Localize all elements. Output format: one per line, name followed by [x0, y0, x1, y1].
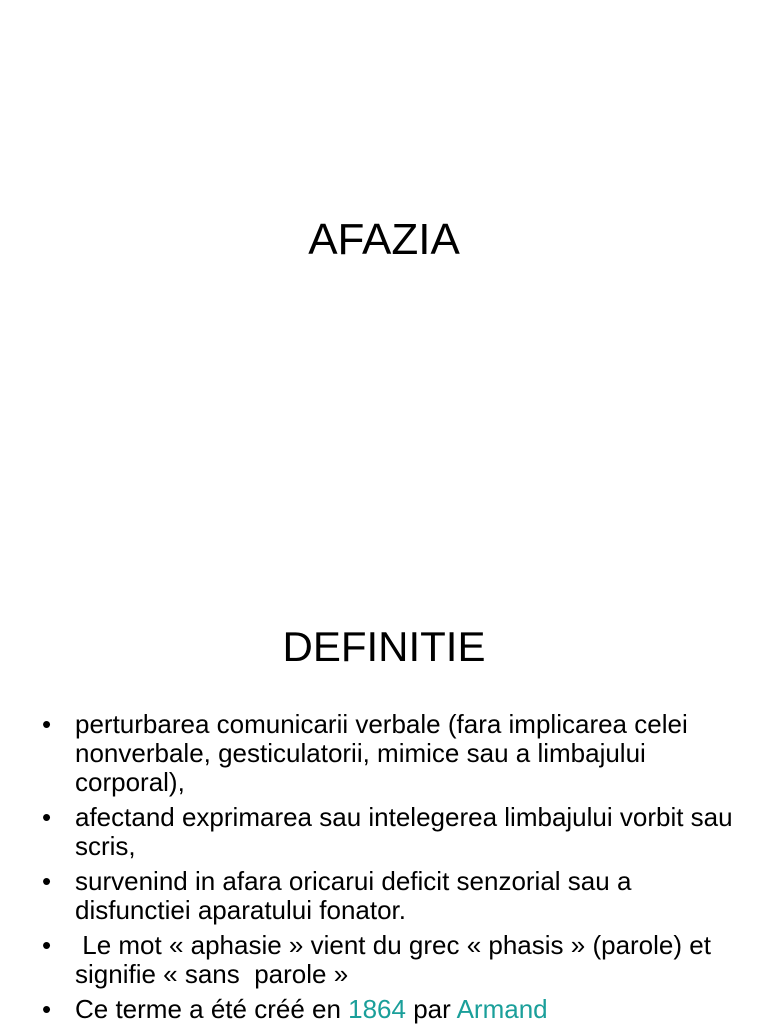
bullet-text: perturbarea comunicarii verbale (fara implicarea celei nonverbale, gesticulatorii, mimice sau a limbajului corporal), — [75, 709, 688, 797]
year-link[interactable]: 1864 — [348, 994, 406, 1024]
list-item — [40, 803, 740, 861]
author-link[interactable]: Armand — [456, 994, 548, 1024]
bullet-text: survenind in afara oricarui deficit senzorial sau a disfunctiei aparatului fonator. — [75, 866, 632, 925]
bullet-text-middle: par — [405, 994, 457, 1024]
bullet-text: Le mot « aphasie » vient du grec « phasis » (parole) et signifie « sans parole » — [75, 930, 719, 989]
bullet-text-start: Ce terme a été créé en — [75, 994, 349, 1024]
bullet-text — [75, 994, 548, 1024]
definition-bullet-list — [40, 710, 740, 1030]
list-item — [40, 995, 740, 1024]
bullet-text: afectand exprimarea sau intelegerea limbajului vorbit sau scris, — [75, 802, 733, 861]
section-title: DEFINITIE — [282, 623, 486, 670]
bullet-icon: • — [42, 866, 52, 896]
bullet-icon: • — [42, 994, 52, 1024]
list-item — [40, 931, 740, 989]
list-item — [40, 710, 740, 797]
bullet-icon: • — [42, 802, 52, 832]
bullet-icon: • — [42, 709, 52, 739]
list-item — [40, 867, 740, 925]
bullet-icon: • — [42, 930, 52, 960]
slide-title: AFAZIA — [308, 215, 460, 264]
